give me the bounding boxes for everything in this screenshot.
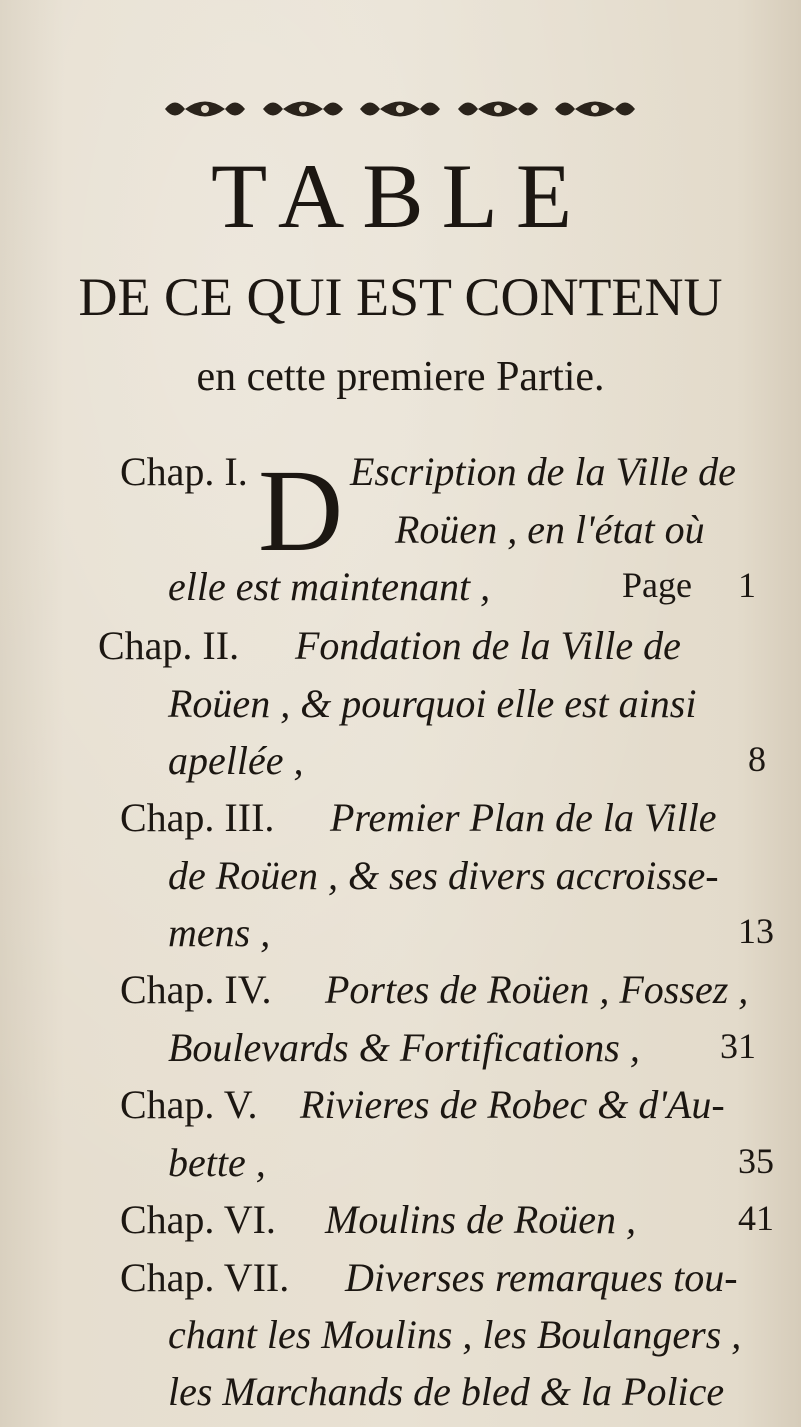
- chapter-label: Chap. VI.: [120, 1197, 276, 1242]
- entry-line: Roüen , & pourquoi elle est ainsi: [168, 681, 697, 726]
- entry-line: Moulins de Roüen ,: [325, 1197, 637, 1242]
- page-number: 31: [720, 1026, 756, 1066]
- chapter-label: Chap. VII.: [120, 1255, 290, 1300]
- page-number: 8: [748, 739, 766, 779]
- page-number: 41: [738, 1198, 774, 1238]
- page-number: 1: [738, 565, 756, 605]
- chapter-label: Chap. V.: [120, 1082, 258, 1127]
- page-number: 13: [738, 911, 774, 951]
- chapter-label: Chap. III.: [120, 795, 275, 840]
- entry-line: Portes de Roüen , Fossez ,: [325, 967, 749, 1012]
- page-title: TABLE: [210, 145, 591, 247]
- entry-line: Fondation de la Ville de: [295, 623, 681, 668]
- entry-line: Diverses remarques tou-: [345, 1255, 738, 1300]
- entry-line: elle est maintenant ,: [168, 564, 491, 609]
- chapter-label: Chap. I.: [120, 449, 248, 494]
- page-number: 35: [738, 1141, 774, 1181]
- entry-line: Escription de la Ville de: [350, 449, 736, 494]
- page-subtitle-part: en cette premiere Partie.: [196, 354, 605, 400]
- page-label: Page: [622, 565, 692, 605]
- entry-line: de Roüen , & ses divers accroisse-: [168, 853, 719, 898]
- drop-capital: D: [258, 445, 344, 576]
- entry-line: Roüen , en l'état où: [395, 507, 705, 552]
- entry-line: Boulevards & Fortifications ,: [168, 1025, 640, 1070]
- chapter-label: Chap. IV.: [120, 967, 272, 1012]
- entry-line: chant les Moulins , les Boulangers ,: [168, 1312, 742, 1357]
- entry-line: bette ,: [168, 1140, 266, 1185]
- entry-line: apellée ,: [168, 738, 304, 783]
- page-subtitle: DE CE QUI EST CONTENU: [78, 267, 723, 327]
- chapter-label: Chap. II.: [98, 623, 240, 668]
- entry-line: Premier Plan de la Ville: [330, 795, 717, 840]
- entry-line: mens ,: [168, 910, 271, 955]
- entry-line: Rivieres de Robec & d'Au-: [300, 1082, 725, 1127]
- entry-line: les Marchands de bled & la Police: [168, 1369, 725, 1414]
